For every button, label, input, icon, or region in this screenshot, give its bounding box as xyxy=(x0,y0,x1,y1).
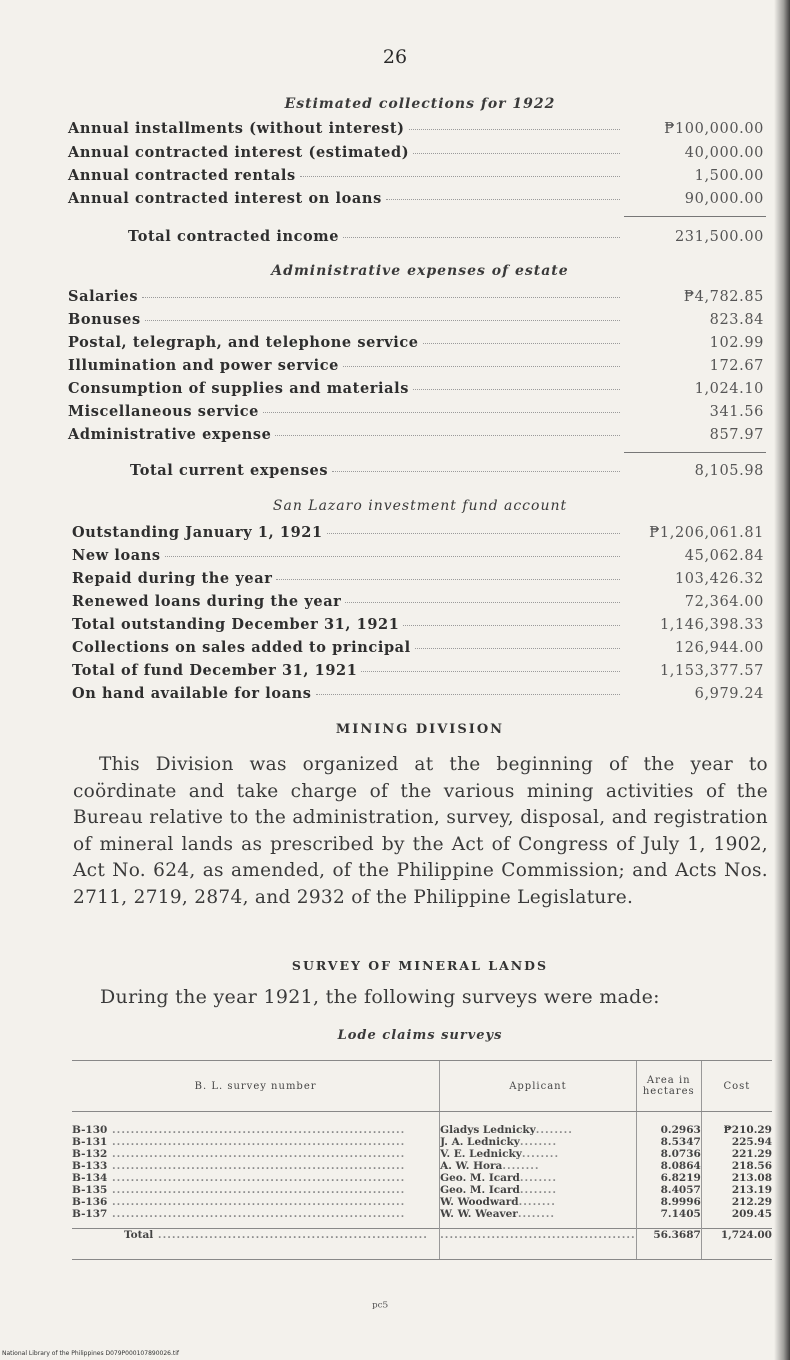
table-row: B-134 ............................................................... Geo. M. Icard........ 6.8219 213.08 xyxy=(72,1172,772,1184)
fund-row: New loans 45,062.84 xyxy=(72,547,764,564)
table-total-row: Total .......................................................... .......................................... 56.3687 1,724.00 xyxy=(72,1229,772,1260)
column-header: Cost xyxy=(701,1061,772,1112)
page-number: 26 xyxy=(382,46,408,68)
fund-row: On hand available for loans 6,979.24 xyxy=(72,685,764,702)
total-rule xyxy=(624,452,766,453)
fund-row: Collections on sales added to principal 126,944.00 xyxy=(72,639,764,656)
admin-row: Bonuses 823.84 xyxy=(68,311,764,328)
table-row: B-130 ............................................................... Gladys Lednicky........ 0.2963 ₱210.29 xyxy=(72,1124,772,1136)
column-header: B. L. survey number xyxy=(72,1061,440,1112)
estimated-row: Annual contracted rentals 1,500.00 xyxy=(68,167,764,184)
mining-division-paragraph: This Division was organized at the beginning of the year to coördinate and take charge of the various mining activities of the Bureau relative to the administration, survey, disposal, and registration of mineral lands as prescribed by the Act of Congress of July 1, 1902, Act No. 624, as amended, of the Philippine Commission; and Acts Nos. 2711, 2719, 2874, and 2932 of the Philippine Legislature. xyxy=(73,754,768,908)
admin-row: Illumination and power service 172.67 xyxy=(68,357,764,374)
table-row: B-136 ............................................................... W. Woodward........ 8.9996 212.29 xyxy=(72,1196,772,1208)
ink-smudge-mark: ᵖᶜ⁵ xyxy=(372,1300,389,1316)
fund-row: Total of fund December 31, 1921 1,153,377.57 xyxy=(72,662,764,679)
lode-claims-table xyxy=(72,1060,772,1260)
page-edge-shadow xyxy=(774,0,790,1360)
fund-row: Outstanding January 1, 1921 ₱1,206,061.81 xyxy=(72,524,764,541)
admin-row: Administrative expense 857.97 xyxy=(68,426,764,443)
column-header: Applicant xyxy=(440,1061,637,1112)
fund-row: Renewed loans during the year 72,364.00 xyxy=(72,593,764,610)
survey-intro: During the year 1921, the following surveys were made: xyxy=(100,986,660,1008)
survey-heading: SURVEY OF MINERAL LANDS xyxy=(291,958,549,973)
estimated-total-row: Total contracted income 231,500.00 xyxy=(128,228,764,245)
estimated-collections-heading: Estimated collections for 1922 xyxy=(284,96,556,112)
table-row: B-133 ............................................................... A. W. Hora........ 8.0864 218.56 xyxy=(72,1160,772,1172)
column-header: Area in hectares xyxy=(636,1061,701,1112)
fund-row: Repaid during the year 103,426.32 xyxy=(72,570,764,587)
admin-row: Consumption of supplies and materials 1,024.10 xyxy=(68,380,764,397)
lode-claims-title: Lode claims surveys xyxy=(337,1028,503,1043)
fund-row: Total outstanding December 31, 1921 1,146,398.33 xyxy=(72,616,764,633)
table-row: B-135 ............................................................... Geo. M. Icard........ 8.4057 213.19 xyxy=(72,1184,772,1196)
table-row: B-132 ............................................................... V. E. Lednicky........ 8.0736 221.29 xyxy=(72,1148,772,1160)
admin-row: Postal, telegraph, and telephone service 102.99 xyxy=(68,334,764,351)
admin-total-row: Total current expenses 8,105.98 xyxy=(130,462,764,479)
mining-division-heading: MINING DIVISION xyxy=(335,722,505,737)
table-row: B-131 ............................................................... J. A. Lednicky........ 8.5347 225.94 xyxy=(72,1136,772,1148)
fund-heading: San Lazaro investment fund account xyxy=(272,498,568,514)
admin-row: Miscellaneous service 341.56 xyxy=(68,403,764,420)
estimated-row: Annual contracted interest on loans 90,000.00 xyxy=(68,190,764,207)
estimated-row: Annual installments (without interest) ₱100,000.00 xyxy=(68,120,764,137)
admin-expenses-heading: Administrative expenses of estate xyxy=(271,263,569,279)
total-rule xyxy=(624,216,766,217)
scan-footer: National Library of the Philippines D079P000107890026.tif xyxy=(2,1350,180,1357)
admin-row: Salaries ₱4,782.85 xyxy=(68,288,764,305)
table-row: B-137 ............................................................... W. W. Weaver........ 7.1405 209.45 xyxy=(72,1208,772,1220)
estimated-row: Annual contracted interest (estimated) 40,000.00 xyxy=(68,144,764,161)
